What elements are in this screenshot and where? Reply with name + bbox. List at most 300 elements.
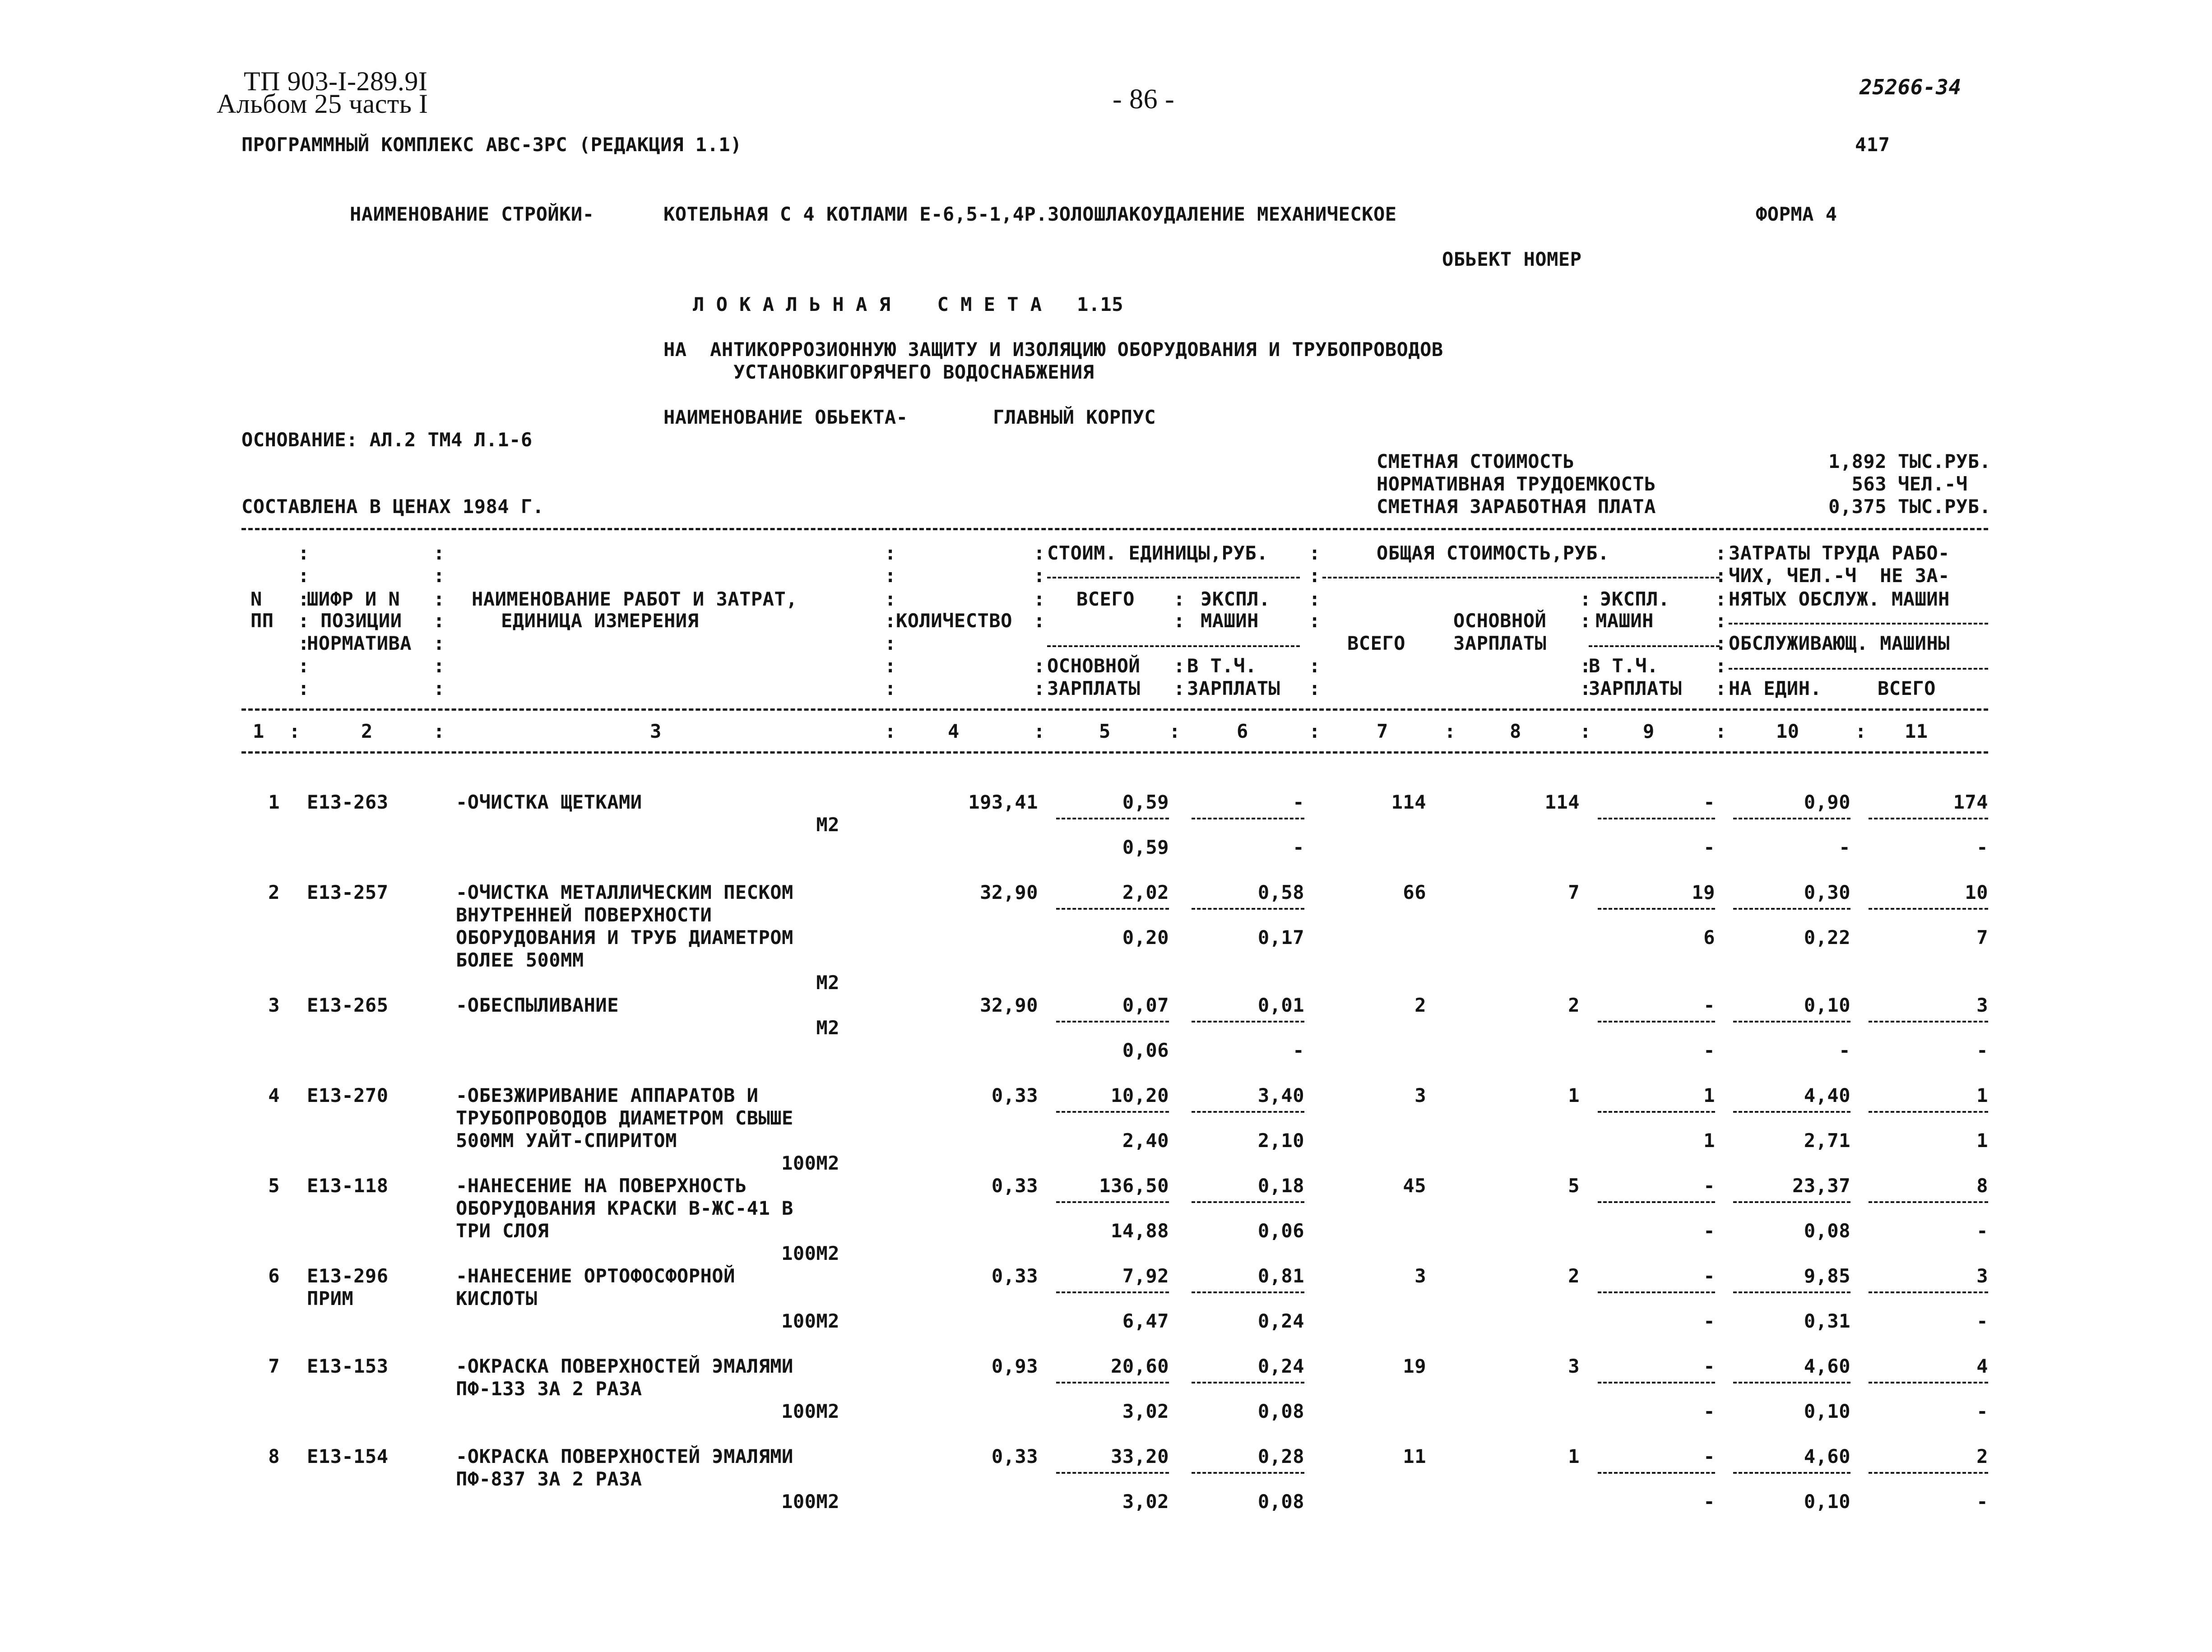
value-qty: 32,90 <box>980 881 1038 903</box>
column-separator: : <box>433 720 445 742</box>
cell-rule <box>1598 1472 1715 1474</box>
value-c5: 20,60 <box>1111 1355 1169 1377</box>
value-c6: 0,28 <box>1257 1445 1304 1467</box>
norm-code: Е13-118 <box>307 1175 389 1197</box>
value-c9: - <box>1703 1175 1715 1197</box>
summary-unit: ТЫС.РУБ. <box>1898 495 1991 518</box>
cell-rule <box>1192 818 1304 819</box>
work-description: ТРИ СЛОЯ <box>456 1220 549 1242</box>
value-c7: 114 <box>1391 791 1426 813</box>
column-number: 4 <box>948 720 960 742</box>
cell-rule <box>1733 1291 1850 1293</box>
header-top-rule <box>241 528 1988 530</box>
work-description: -ОКРАСКА ПОВЕРХНОСТЕЙ ЭМАЛЯМИ <box>456 1355 793 1377</box>
value-c11: 8 <box>1976 1175 1988 1197</box>
work-description: -ОКРАСКА ПОВЕРХНОСТЕЙ ЭМАЛЯМИ <box>456 1445 793 1467</box>
column-separator: : <box>1309 720 1321 742</box>
column-separator: : <box>433 542 445 564</box>
unit-of-measure: М2 <box>816 1017 839 1039</box>
value-qty: 32,90 <box>980 994 1038 1016</box>
value-b10: 2,71 <box>1804 1129 1850 1152</box>
column-separator: : <box>1309 542 1321 564</box>
column-separator: : <box>433 610 445 632</box>
cell-rule <box>1192 1291 1304 1293</box>
column-separator: : <box>885 632 896 654</box>
value-c11: 10 <box>1965 881 1988 903</box>
cell-rule <box>1869 1021 1988 1023</box>
value-c7: 66 <box>1403 881 1426 903</box>
value-b6: 0,24 <box>1257 1310 1304 1332</box>
value-c7: 3 <box>1414 1265 1426 1287</box>
value-b6: 0,17 <box>1257 926 1304 949</box>
value-b9: 6 <box>1703 926 1715 949</box>
value-c6: 0,58 <box>1257 881 1304 903</box>
work-description: ПФ-837 ЗА 2 РАЗА <box>456 1468 642 1490</box>
cell-rule <box>1869 908 1988 910</box>
unit-of-measure: 100М2 <box>781 1490 839 1513</box>
unit-incl-wage-header: В Т.Ч. <box>1187 655 1257 677</box>
cell-rule <box>1598 818 1715 819</box>
value-b9: 1 <box>1703 1129 1715 1152</box>
value-c10: 9,85 <box>1804 1265 1850 1287</box>
labor-group-header: ЗАТРАТЫ ТРУДА РАБО- <box>1729 542 1950 564</box>
value-b5: 0,20 <box>1122 926 1169 949</box>
value-b9: - <box>1703 1490 1715 1513</box>
value-b5: 0,59 <box>1122 836 1169 858</box>
cell-rule <box>1733 908 1850 910</box>
total-machines-rule <box>1589 645 1720 647</box>
column-separator: : <box>298 542 310 564</box>
column-separator: : <box>289 720 301 742</box>
value-c7: 3 <box>1414 1084 1426 1106</box>
cell-rule <box>1192 1201 1304 1203</box>
cell-rule <box>1733 1472 1850 1474</box>
unit-total-header: ВСЕГО <box>1076 588 1135 610</box>
column-separator: : <box>1580 720 1591 742</box>
header-mid-rule <box>241 708 1988 711</box>
labor-total-header: ВСЕГО <box>1878 677 1936 699</box>
total-incl-header: ЗАРПЛАТЫ <box>1589 677 1682 699</box>
value-c10: 4,40 <box>1804 1084 1850 1106</box>
column-separator: : <box>1715 677 1727 699</box>
labor-subrule <box>1729 668 1988 670</box>
cell-rule <box>1056 1201 1169 1203</box>
column-separator: : <box>1309 655 1321 677</box>
column-separator: : <box>433 588 445 610</box>
column-number: 6 <box>1237 720 1248 742</box>
object-number-label: ОБЬЕКТ НОМЕР <box>1442 248 1582 270</box>
total-incl-header: В Т.Ч. <box>1589 655 1659 677</box>
column-separator: : <box>433 565 445 587</box>
value-b6: 2,10 <box>1257 1129 1304 1152</box>
column-separator: : <box>885 655 896 677</box>
unit-of-measure: 100М2 <box>781 1152 839 1174</box>
total-base-header: ОСНОВНОЙ <box>1453 610 1547 632</box>
value-qty: 0,93 <box>991 1355 1038 1377</box>
value-b9: - <box>1703 1039 1715 1061</box>
cell-rule <box>1056 818 1169 819</box>
object-label: НАИМЕНОВАНИЕ ОБЬЕКТА- <box>663 406 908 428</box>
col4-header: КОЛИЧЕСТВО <box>896 610 1012 632</box>
column-separator: : <box>1580 655 1591 677</box>
summary-value: 1,892 <box>1828 450 1887 472</box>
software-line: ПРОГРАММНЫЙ КОМПЛЕКС АВС-3РС (РЕДАКЦИЯ 1.1) <box>241 134 742 156</box>
column-number: 3 <box>650 720 662 742</box>
column-separator: : <box>298 610 310 632</box>
value-c8: 2 <box>1568 994 1580 1016</box>
value-c9: 19 <box>1692 881 1715 903</box>
cell-rule <box>1598 1291 1715 1293</box>
work-description: ОБОРУДОВАНИЯ КРАСКИ В-ЖС-41 В <box>456 1197 793 1219</box>
column-separator: : <box>1034 542 1045 564</box>
value-c11: 3 <box>1976 994 1988 1016</box>
value-b10: 0,08 <box>1804 1220 1850 1242</box>
value-qty: 0,33 <box>991 1265 1038 1287</box>
column-separator: : <box>1309 588 1321 610</box>
labor-machines-header: ОБСЛУЖИВАЮЩ. МАШИНЫ <box>1729 632 1950 654</box>
value-c9: - <box>1703 1445 1715 1467</box>
cell-rule <box>1056 908 1169 910</box>
column-separator: : <box>1173 610 1185 632</box>
value-c11: 2 <box>1976 1445 1988 1467</box>
norm-code: Е13-257 <box>307 881 389 903</box>
value-qty: 0,33 <box>991 1445 1038 1467</box>
value-c9: - <box>1703 1355 1715 1377</box>
norm-code: Е13-153 <box>307 1355 389 1377</box>
column-separator: : <box>885 677 896 699</box>
norm-code: Е13-265 <box>307 994 389 1016</box>
cell-rule <box>1192 1382 1304 1384</box>
column-separator: : <box>298 655 310 677</box>
cell-rule <box>1733 1382 1850 1384</box>
norm-code: Е13-154 <box>307 1445 389 1467</box>
cell-rule <box>1598 1201 1715 1203</box>
value-c8: 5 <box>1568 1175 1580 1197</box>
album-info: Альбом 25 часть I <box>217 89 428 119</box>
value-qty: 0,33 <box>991 1084 1038 1106</box>
norm-code: Е13-270 <box>307 1084 389 1106</box>
value-c5: 0,59 <box>1122 791 1169 813</box>
value-b6: - <box>1293 1039 1304 1061</box>
cell-rule <box>1056 1382 1169 1384</box>
value-c9: 1 <box>1703 1084 1715 1106</box>
column-number: 8 <box>1510 720 1521 742</box>
value-b10: 0,31 <box>1804 1310 1850 1332</box>
value-c6: - <box>1293 791 1304 813</box>
cell-rule <box>1192 908 1304 910</box>
column-separator: : <box>1715 542 1727 564</box>
value-b10: - <box>1839 836 1850 858</box>
column-separator: : <box>1715 588 1727 610</box>
column-separator: : <box>1580 588 1591 610</box>
summary-value: 563 <box>1851 473 1887 495</box>
value-b6: 0,08 <box>1257 1400 1304 1422</box>
cell-rule <box>1869 1111 1988 1113</box>
unit-machines-header: ЭКСПЛ. <box>1201 588 1271 610</box>
column-separator: : <box>1715 565 1727 587</box>
value-c9: - <box>1703 1265 1715 1287</box>
column-separator: : <box>433 677 445 699</box>
project-code: ТП 903-I-289.9I <box>244 66 428 96</box>
value-b11: - <box>1976 1220 1988 1242</box>
value-c8: 1 <box>1568 1445 1580 1467</box>
value-b10: 0,10 <box>1804 1490 1850 1513</box>
purpose-line-2: УСТАНОВКИГОРЯЧЕГО ВОДОСНАБЖЕНИЯ <box>733 361 1094 383</box>
cell-rule <box>1733 818 1850 819</box>
value-c6: 0,24 <box>1257 1355 1304 1377</box>
unit-machines-header: МАШИН <box>1201 610 1259 632</box>
column-number: 10 <box>1776 720 1799 742</box>
column-separator: : <box>1715 720 1727 742</box>
column-separator: : <box>885 588 896 610</box>
norm-code: Е13-296 <box>307 1265 389 1287</box>
column-separator: : <box>1444 720 1456 742</box>
work-description: 500ММ УАЙТ-СПИРИТОМ <box>456 1129 677 1152</box>
summary-unit: ТЫС.РУБ. <box>1898 450 1991 472</box>
unit-cost-group: СТОИМ. ЕДИНИЦЫ,РУБ. <box>1047 542 1268 564</box>
value-c9: - <box>1703 994 1715 1016</box>
column-separator: : <box>1309 677 1321 699</box>
value-b10: 0,22 <box>1804 926 1850 949</box>
work-description: -ОЧИСТКА МЕТАЛЛИЧЕСКИМ ПЕСКОМ <box>456 881 793 903</box>
value-c10: 23,37 <box>1792 1175 1850 1197</box>
column-separator: : <box>1173 677 1185 699</box>
norm-code-suffix: ПРИМ <box>307 1287 354 1310</box>
work-description: ВНУТРЕННЕЙ ПОВЕРХНОСТИ <box>456 904 712 926</box>
column-separator: : <box>1715 655 1727 677</box>
estimate-title: Л О К А Л Ь Н А Я С М Е Т А 1.15 <box>693 293 1124 315</box>
value-c7: 2 <box>1414 994 1426 1016</box>
value-c6: 0,01 <box>1257 994 1304 1016</box>
value-b5: 3,02 <box>1122 1490 1169 1513</box>
value-b11: - <box>1976 1400 1988 1422</box>
column-separator: : <box>1034 655 1045 677</box>
value-c8: 1 <box>1568 1084 1580 1106</box>
column-separator: : <box>885 565 896 587</box>
total-machines-header: МАШИН <box>1595 610 1654 632</box>
construction-label: НАИМЕНОВАНИЕ СТРОЙКИ- <box>350 203 594 225</box>
col1-header: N <box>250 588 262 610</box>
value-c8: 7 <box>1568 881 1580 903</box>
value-b6: 0,06 <box>1257 1220 1304 1242</box>
summary-label: СМЕТНАЯ ЗАРАБОТНАЯ ПЛАТА <box>1377 495 1656 518</box>
total-cost-rule <box>1322 577 1720 578</box>
doc-code: 25266-34 <box>1860 75 1962 99</box>
value-qty: 0,33 <box>991 1175 1038 1197</box>
labor-rule <box>1729 623 1988 625</box>
unit-of-measure: М2 <box>816 814 839 836</box>
column-separator: : <box>1034 610 1045 632</box>
column-separator: : <box>1580 677 1591 699</box>
value-c10: 0,30 <box>1804 881 1850 903</box>
row-number: 1 <box>268 791 280 813</box>
column-separator: : <box>1173 655 1185 677</box>
total-all-header: ВСЕГО <box>1347 632 1405 654</box>
column-separator: : <box>885 610 896 632</box>
purpose-line-1: НА АНТИКОРРОЗИОННУЮ ЗАЩИТУ И ИЗОЛЯЦИЮ ОБОРУДОВАНИЯ И ТРУБОПРОВОДОВ <box>663 338 1443 361</box>
cell-rule <box>1598 1382 1715 1384</box>
summary-label: СМЕТНАЯ СТОИМОСТЬ <box>1377 450 1575 472</box>
work-description: -НАНЕСЕНИЕ ОРТОФОСФОРНОЙ <box>456 1265 735 1287</box>
value-c5: 2,02 <box>1122 881 1169 903</box>
column-separator: : <box>1855 720 1867 742</box>
work-description: -ОБЕЗЖИРИВАНИЕ АППАРАТОВ И <box>456 1084 759 1106</box>
col3-header: ЕДИНИЦА ИЗМЕРЕНИЯ <box>501 610 699 632</box>
unit-cost-subrule <box>1047 645 1300 647</box>
value-c11: 174 <box>1953 791 1988 813</box>
column-number: 1 <box>253 720 264 742</box>
work-description: ПФ-133 ЗА 2 РАЗА <box>456 1378 642 1400</box>
value-c11: 3 <box>1976 1265 1988 1287</box>
value-b9: - <box>1703 1310 1715 1332</box>
column-separator: : <box>298 677 310 699</box>
value-c5: 0,07 <box>1122 994 1169 1016</box>
work-description: ТРУБОПРОВОДОВ ДИАМЕТРОМ СВЫШЕ <box>456 1107 793 1129</box>
form-label: ФОРМА 4 <box>1756 203 1837 225</box>
value-b5: 14,88 <box>1111 1220 1169 1242</box>
unit-of-measure: 100М2 <box>781 1400 839 1422</box>
cell-rule <box>1869 1201 1988 1203</box>
row-number: 4 <box>268 1084 280 1106</box>
col2-header: НОРМАТИВА <box>307 632 412 654</box>
value-c6: 0,18 <box>1257 1175 1304 1197</box>
object-name: ГЛАВНЫЙ КОРПУС <box>993 406 1156 428</box>
cell-rule <box>1598 1021 1715 1023</box>
value-c10: 4,60 <box>1804 1355 1850 1377</box>
unit-of-measure: 100М2 <box>781 1242 839 1264</box>
column-separator: : <box>1309 565 1321 587</box>
column-separator: : <box>885 542 896 564</box>
col2-header: ШИФР И N <box>307 588 400 610</box>
cell-rule <box>1056 1111 1169 1113</box>
cell-rule <box>1869 818 1988 819</box>
summary-unit: ЧЕЛ.-Ч <box>1898 473 1968 495</box>
work-description: -ОБЕСПЫЛИВАНИЕ <box>456 994 619 1016</box>
value-b10: - <box>1839 1039 1850 1061</box>
cell-rule <box>1733 1021 1850 1023</box>
cell-rule <box>1056 1021 1169 1023</box>
column-separator: : <box>433 655 445 677</box>
value-b5: 3,02 <box>1122 1400 1169 1422</box>
col1-header: ПП <box>250 610 274 632</box>
cell-rule <box>1869 1291 1988 1293</box>
work-description: -НАНЕСЕНИЕ НА ПОВЕРХНОСТЬ <box>456 1175 747 1197</box>
col3-header: НАИМЕНОВАНИЕ РАБОТ И ЗАТРАТ, <box>472 588 798 610</box>
work-description: -ОЧИСТКА ЩЕТКАМИ <box>456 791 642 813</box>
work-description: ОБОРУДОВАНИЯ И ТРУБ ДИАМЕТРОМ <box>456 926 793 949</box>
column-separator: : <box>1169 720 1181 742</box>
value-c6: 3,40 <box>1257 1084 1304 1106</box>
column-separator: : <box>1034 677 1045 699</box>
value-c8: 3 <box>1568 1355 1580 1377</box>
unit-of-measure: 100М2 <box>781 1310 839 1332</box>
cell-rule <box>1598 1111 1715 1113</box>
value-c5: 7,92 <box>1122 1265 1169 1287</box>
value-c10: 4,60 <box>1804 1445 1850 1467</box>
header-bottom-rule <box>241 751 1988 754</box>
row-number: 2 <box>268 881 280 903</box>
construction-name: КОТЕЛЬНАЯ С 4 КОТЛАМИ Е-6,5-1,4Р.ЗОЛОШЛАКОУДАЛЕНИЕ МЕХАНИЧЕСКОЕ <box>663 203 1397 225</box>
value-b11: 1 <box>1976 1129 1988 1152</box>
column-number: 9 <box>1643 720 1655 742</box>
value-b5: 0,06 <box>1122 1039 1169 1061</box>
cell-rule <box>1192 1111 1304 1113</box>
column-separator: : <box>433 632 445 654</box>
column-separator: : <box>885 720 896 742</box>
sheet-number: 417 <box>1855 134 1890 156</box>
work-description: КИСЛОТЫ <box>456 1287 538 1310</box>
column-number: 7 <box>1377 720 1388 742</box>
column-number: 5 <box>1099 720 1111 742</box>
unit-of-measure: М2 <box>816 972 839 994</box>
value-b11: - <box>1976 1039 1988 1061</box>
column-separator: : <box>1173 588 1185 610</box>
cell-rule <box>1733 1201 1850 1203</box>
col2-header: ПОЗИЦИИ <box>320 610 402 632</box>
value-c9: - <box>1703 791 1715 813</box>
value-b9: - <box>1703 1400 1715 1422</box>
unit-base-wage-header: ЗАРПЛАТЫ <box>1047 677 1141 699</box>
total-machines-header: ЭКСПЛ. <box>1600 588 1670 610</box>
column-separator: : <box>1034 720 1045 742</box>
value-b11: - <box>1976 1310 1988 1332</box>
value-b5: 6,47 <box>1122 1310 1169 1332</box>
column-number: 2 <box>361 720 373 742</box>
cell-rule <box>1869 1382 1988 1384</box>
cell-rule <box>1598 908 1715 910</box>
value-c6: 0,81 <box>1257 1265 1304 1287</box>
column-separator: : <box>298 632 310 654</box>
value-b10: 0,10 <box>1804 1400 1850 1422</box>
unit-incl-wage-header: ЗАРПЛАТЫ <box>1187 677 1280 699</box>
labor-group-header: НЯТЫХ ОБСЛУЖ. МАШИН <box>1729 588 1950 610</box>
cell-rule <box>1056 1291 1169 1293</box>
cell-rule <box>1056 1472 1169 1474</box>
value-qty: 193,41 <box>968 791 1038 813</box>
value-c5: 33,20 <box>1111 1445 1169 1467</box>
norm-code: Е13-263 <box>307 791 389 813</box>
value-c8: 2 <box>1568 1265 1580 1287</box>
basis-line: ОСНОВАНИЕ: АЛ.2 ТМ4 Л.1-6 <box>241 429 533 451</box>
column-separator: : <box>1034 588 1045 610</box>
column-separator: : <box>1034 565 1045 587</box>
total-base-header: ЗАРПЛАТЫ <box>1453 632 1547 654</box>
value-b9: - <box>1703 836 1715 858</box>
column-separator: : <box>1715 632 1727 654</box>
work-description: БОЛЕЕ 500ММ <box>456 949 584 971</box>
value-b11: - <box>1976 1490 1988 1513</box>
value-c11: 4 <box>1976 1355 1988 1377</box>
column-separator: : <box>298 565 310 587</box>
value-c11: 1 <box>1976 1084 1988 1106</box>
cell-rule <box>1192 1021 1304 1023</box>
value-b5: 2,40 <box>1122 1129 1169 1152</box>
value-c5: 10,20 <box>1111 1084 1169 1106</box>
column-separator: : <box>298 588 310 610</box>
value-b6: - <box>1293 836 1304 858</box>
value-c7: 11 <box>1403 1445 1426 1467</box>
cell-rule <box>1733 1111 1850 1113</box>
row-number: 6 <box>268 1265 280 1287</box>
cell-rule <box>1192 1472 1304 1474</box>
labor-per-unit-header: НА ЕДИН. <box>1729 677 1822 699</box>
value-b11: 7 <box>1976 926 1988 949</box>
row-number: 7 <box>268 1355 280 1377</box>
summary-label: НОРМАТИВНАЯ ТРУДОЕМКОСТЬ <box>1377 473 1656 495</box>
value-c7: 45 <box>1403 1175 1426 1197</box>
value-b6: 0,08 <box>1257 1490 1304 1513</box>
value-c10: 0,10 <box>1804 994 1850 1016</box>
